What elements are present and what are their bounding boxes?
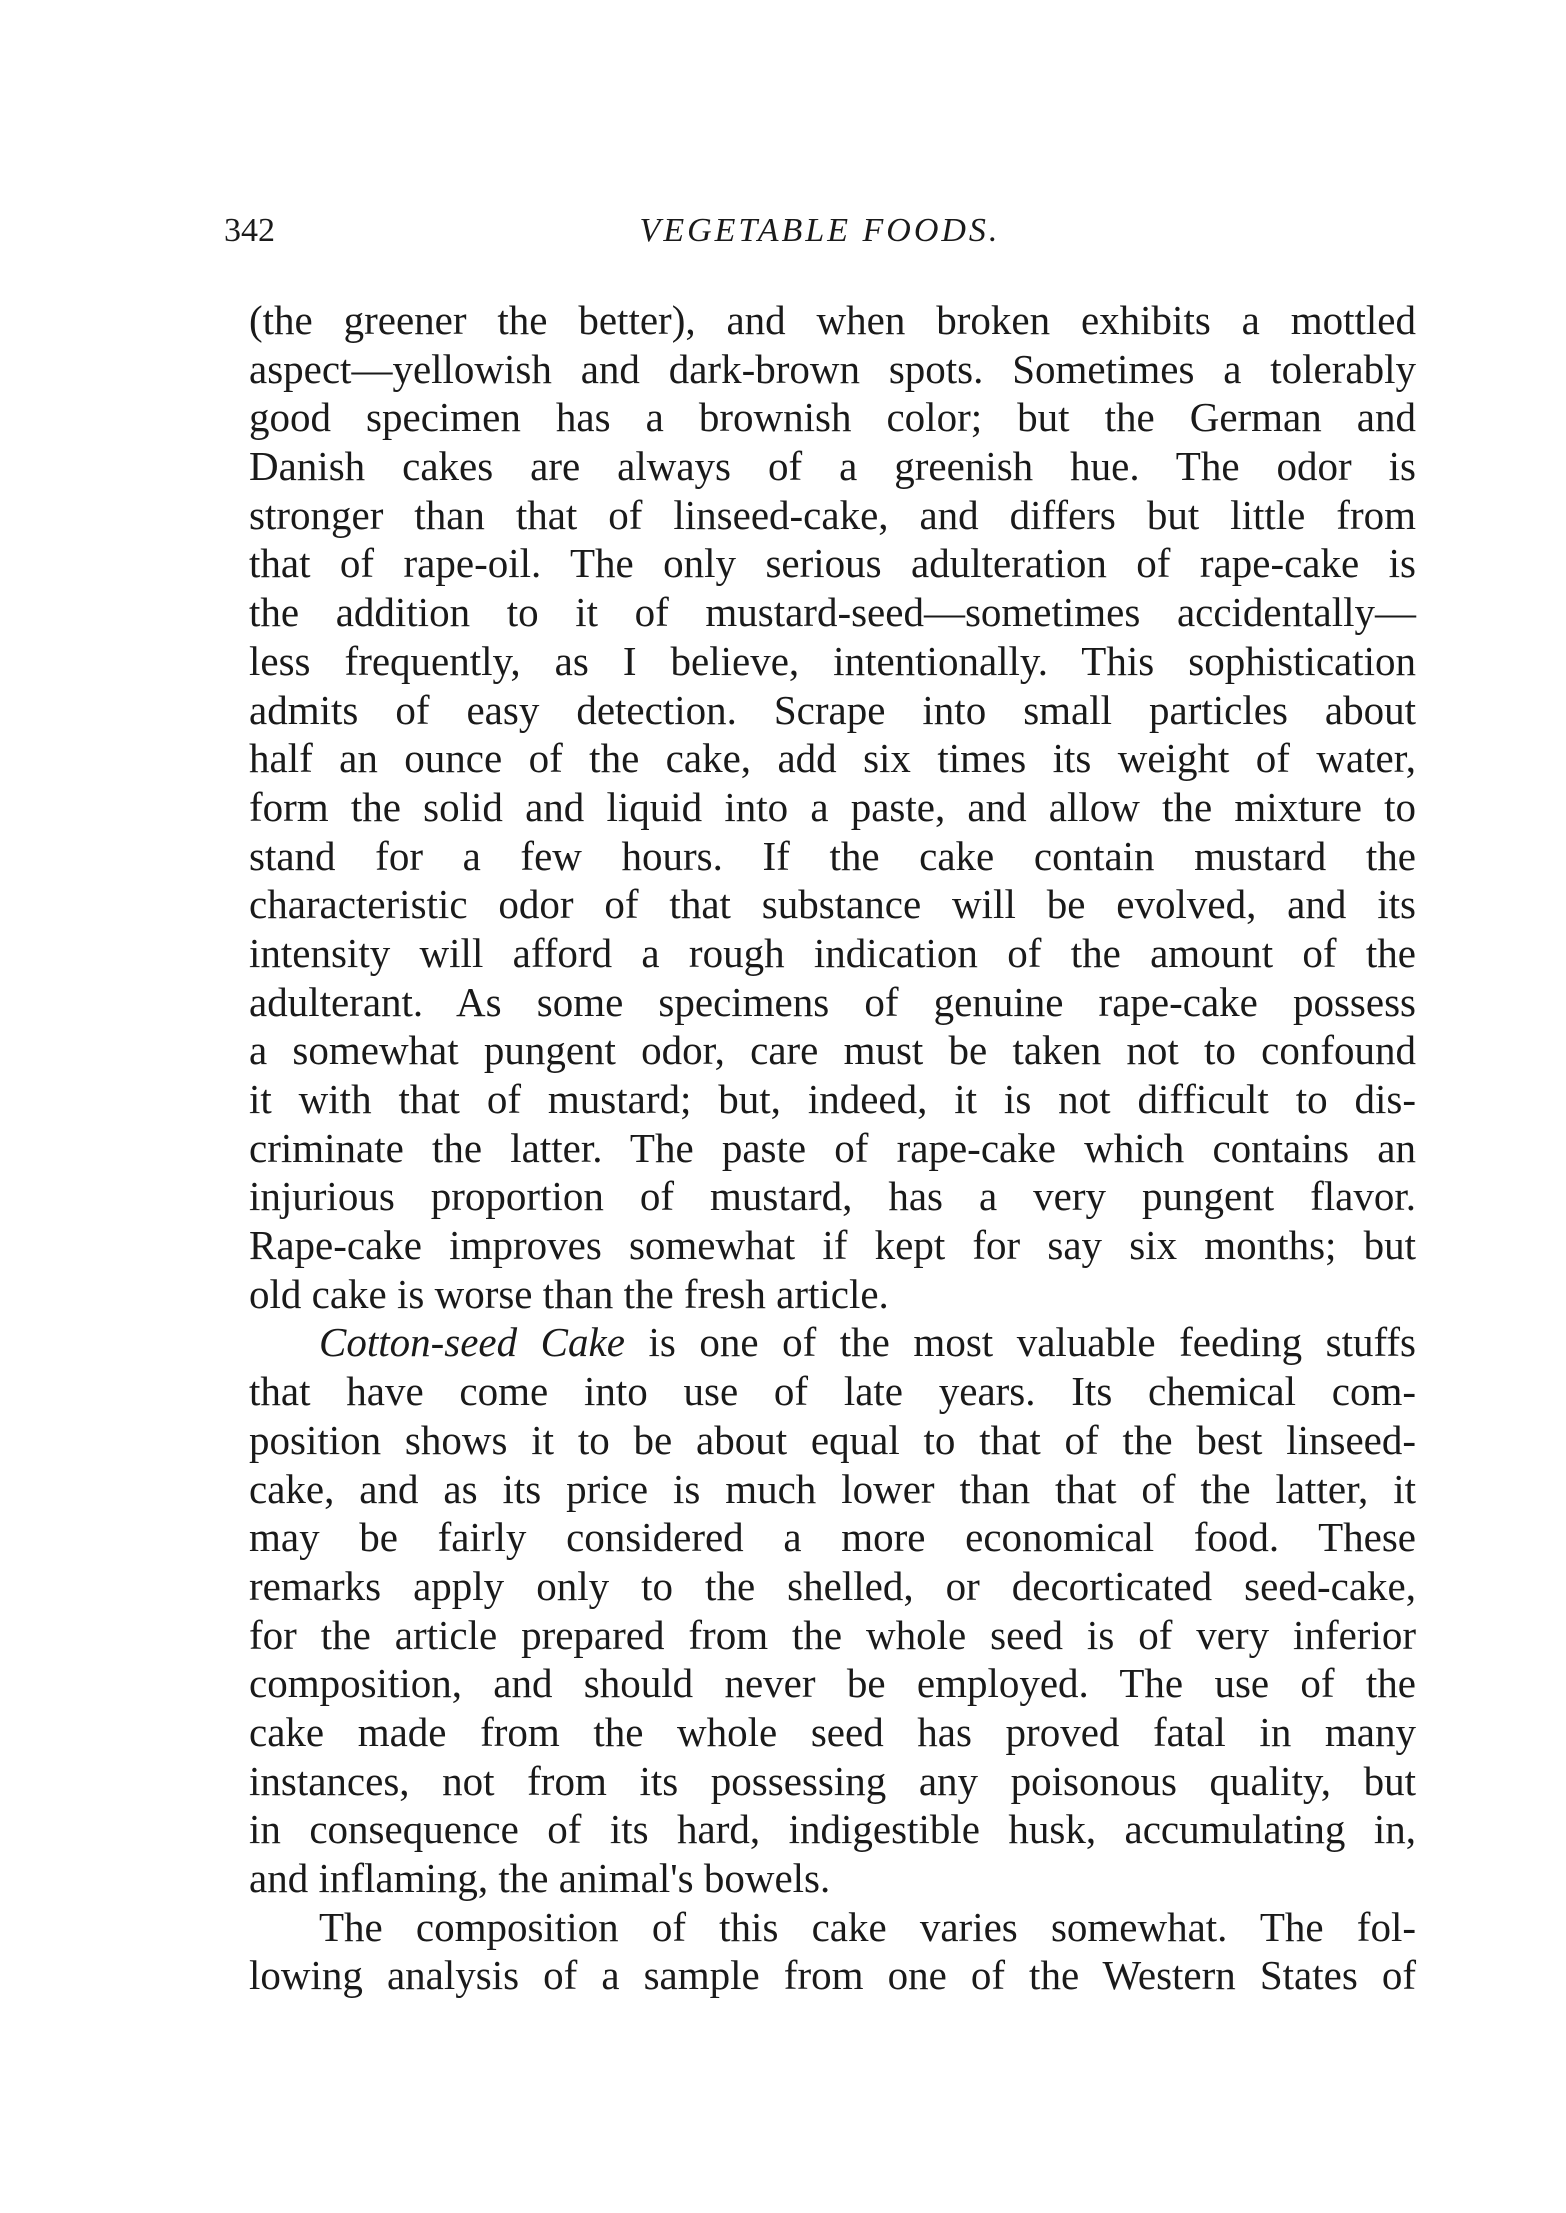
text-line: remarks apply only to the shelled, or decorticated seed-cake, bbox=[249, 1562, 1416, 1609]
text-line: composition, and should never be employed. The use of the bbox=[249, 1660, 1416, 1707]
page-body bbox=[249, 296, 1416, 2000]
text-line: injurious proportion of mustard, has a very pungent flavor. bbox=[249, 1173, 1416, 1220]
text-line: half an ounce of the cake, add six times its weight of water, bbox=[249, 735, 1416, 782]
text-line: cake, and as its price is much lower than that of the latter, it bbox=[249, 1465, 1416, 1512]
text-line: instances, not from its possessing any poisonous quality, but bbox=[249, 1757, 1416, 1804]
text-line: criminate the latter. The paste of rape-cake which contains an bbox=[249, 1124, 1416, 1171]
line-text: is one of the most valuable feeding stuffs bbox=[624, 1319, 1416, 1366]
running-title: VEGETABLE FOODS. bbox=[639, 212, 1001, 249]
text-line: for the article prepared from the whole seed is of very inferior bbox=[249, 1611, 1416, 1658]
text-line: good specimen has a brownish color; but the German and bbox=[249, 394, 1416, 441]
text-line: cake made from the whole seed has proved fatal in many bbox=[249, 1708, 1416, 1755]
running-head bbox=[224, 212, 1416, 262]
text-line: may be fairly considered a more economical food. These bbox=[249, 1514, 1416, 1561]
text-line: form the solid and liquid into a paste, and allow the mixture to bbox=[249, 783, 1416, 830]
text-line: Rape-cake improves somewhat if kept for say six months; but bbox=[249, 1222, 1416, 1269]
text-line: less frequently, as I believe, intentionally. This sophistication bbox=[249, 637, 1416, 684]
italic-term: Cotton-seed Cake bbox=[319, 1319, 625, 1366]
text-line: (the greener the better), and when broken exhibits a mottled bbox=[249, 297, 1416, 343]
text-line: intensity will afford a rough indication of the amount of the bbox=[249, 929, 1416, 976]
page-number: 342 bbox=[224, 212, 275, 249]
text-line: admits of easy detection. Scrape into small particles about bbox=[249, 686, 1416, 733]
text-line: that have come into use of late years. Its chemical com- bbox=[249, 1368, 1416, 1415]
text-line: stand for a few hours. If the cake contain mustard the bbox=[249, 832, 1416, 879]
text-line: it with that of mustard; but, indeed, it is not difficult to dis- bbox=[249, 1076, 1416, 1122]
text-line: the addition to it of mustard-seed—sometimes accidentally— bbox=[249, 589, 1416, 636]
text-line: aspect—yellowish and dark-brown spots. Sometimes a tolerably bbox=[249, 345, 1416, 392]
text-line: lowing analysis of a sample from one of the Western States of bbox=[249, 1952, 1416, 1999]
text-line: and inflaming, the animal's bowels. bbox=[249, 1855, 831, 1901]
text-line: The composition of this cake varies somewhat. The fol- bbox=[319, 1903, 1416, 1950]
text-line: Danish cakes are always of a greenish hue. The odor is bbox=[249, 443, 1416, 490]
text-line: adulterant. As some specimens of genuine rape-cake possess bbox=[249, 978, 1416, 1025]
text-line bbox=[249, 1318, 1416, 1367]
text-line: position shows it to be about equal to that of the best linseed- bbox=[249, 1416, 1416, 1463]
text-line: old cake is worse than the fresh article. bbox=[249, 1270, 889, 1317]
text-line: characteristic odor of that substance will be evolved, and its bbox=[249, 881, 1416, 928]
text-line: that of rape-oil. The only serious adulteration of rape-cake is bbox=[249, 540, 1416, 587]
text-line: stronger than that of linseed-cake, and differs but little from bbox=[249, 491, 1416, 538]
text-line: in consequence of its hard, indigestible husk, accumulating in, bbox=[249, 1806, 1416, 1853]
text-line: a somewhat pungent odor, care must be taken not to confound bbox=[249, 1027, 1416, 1074]
